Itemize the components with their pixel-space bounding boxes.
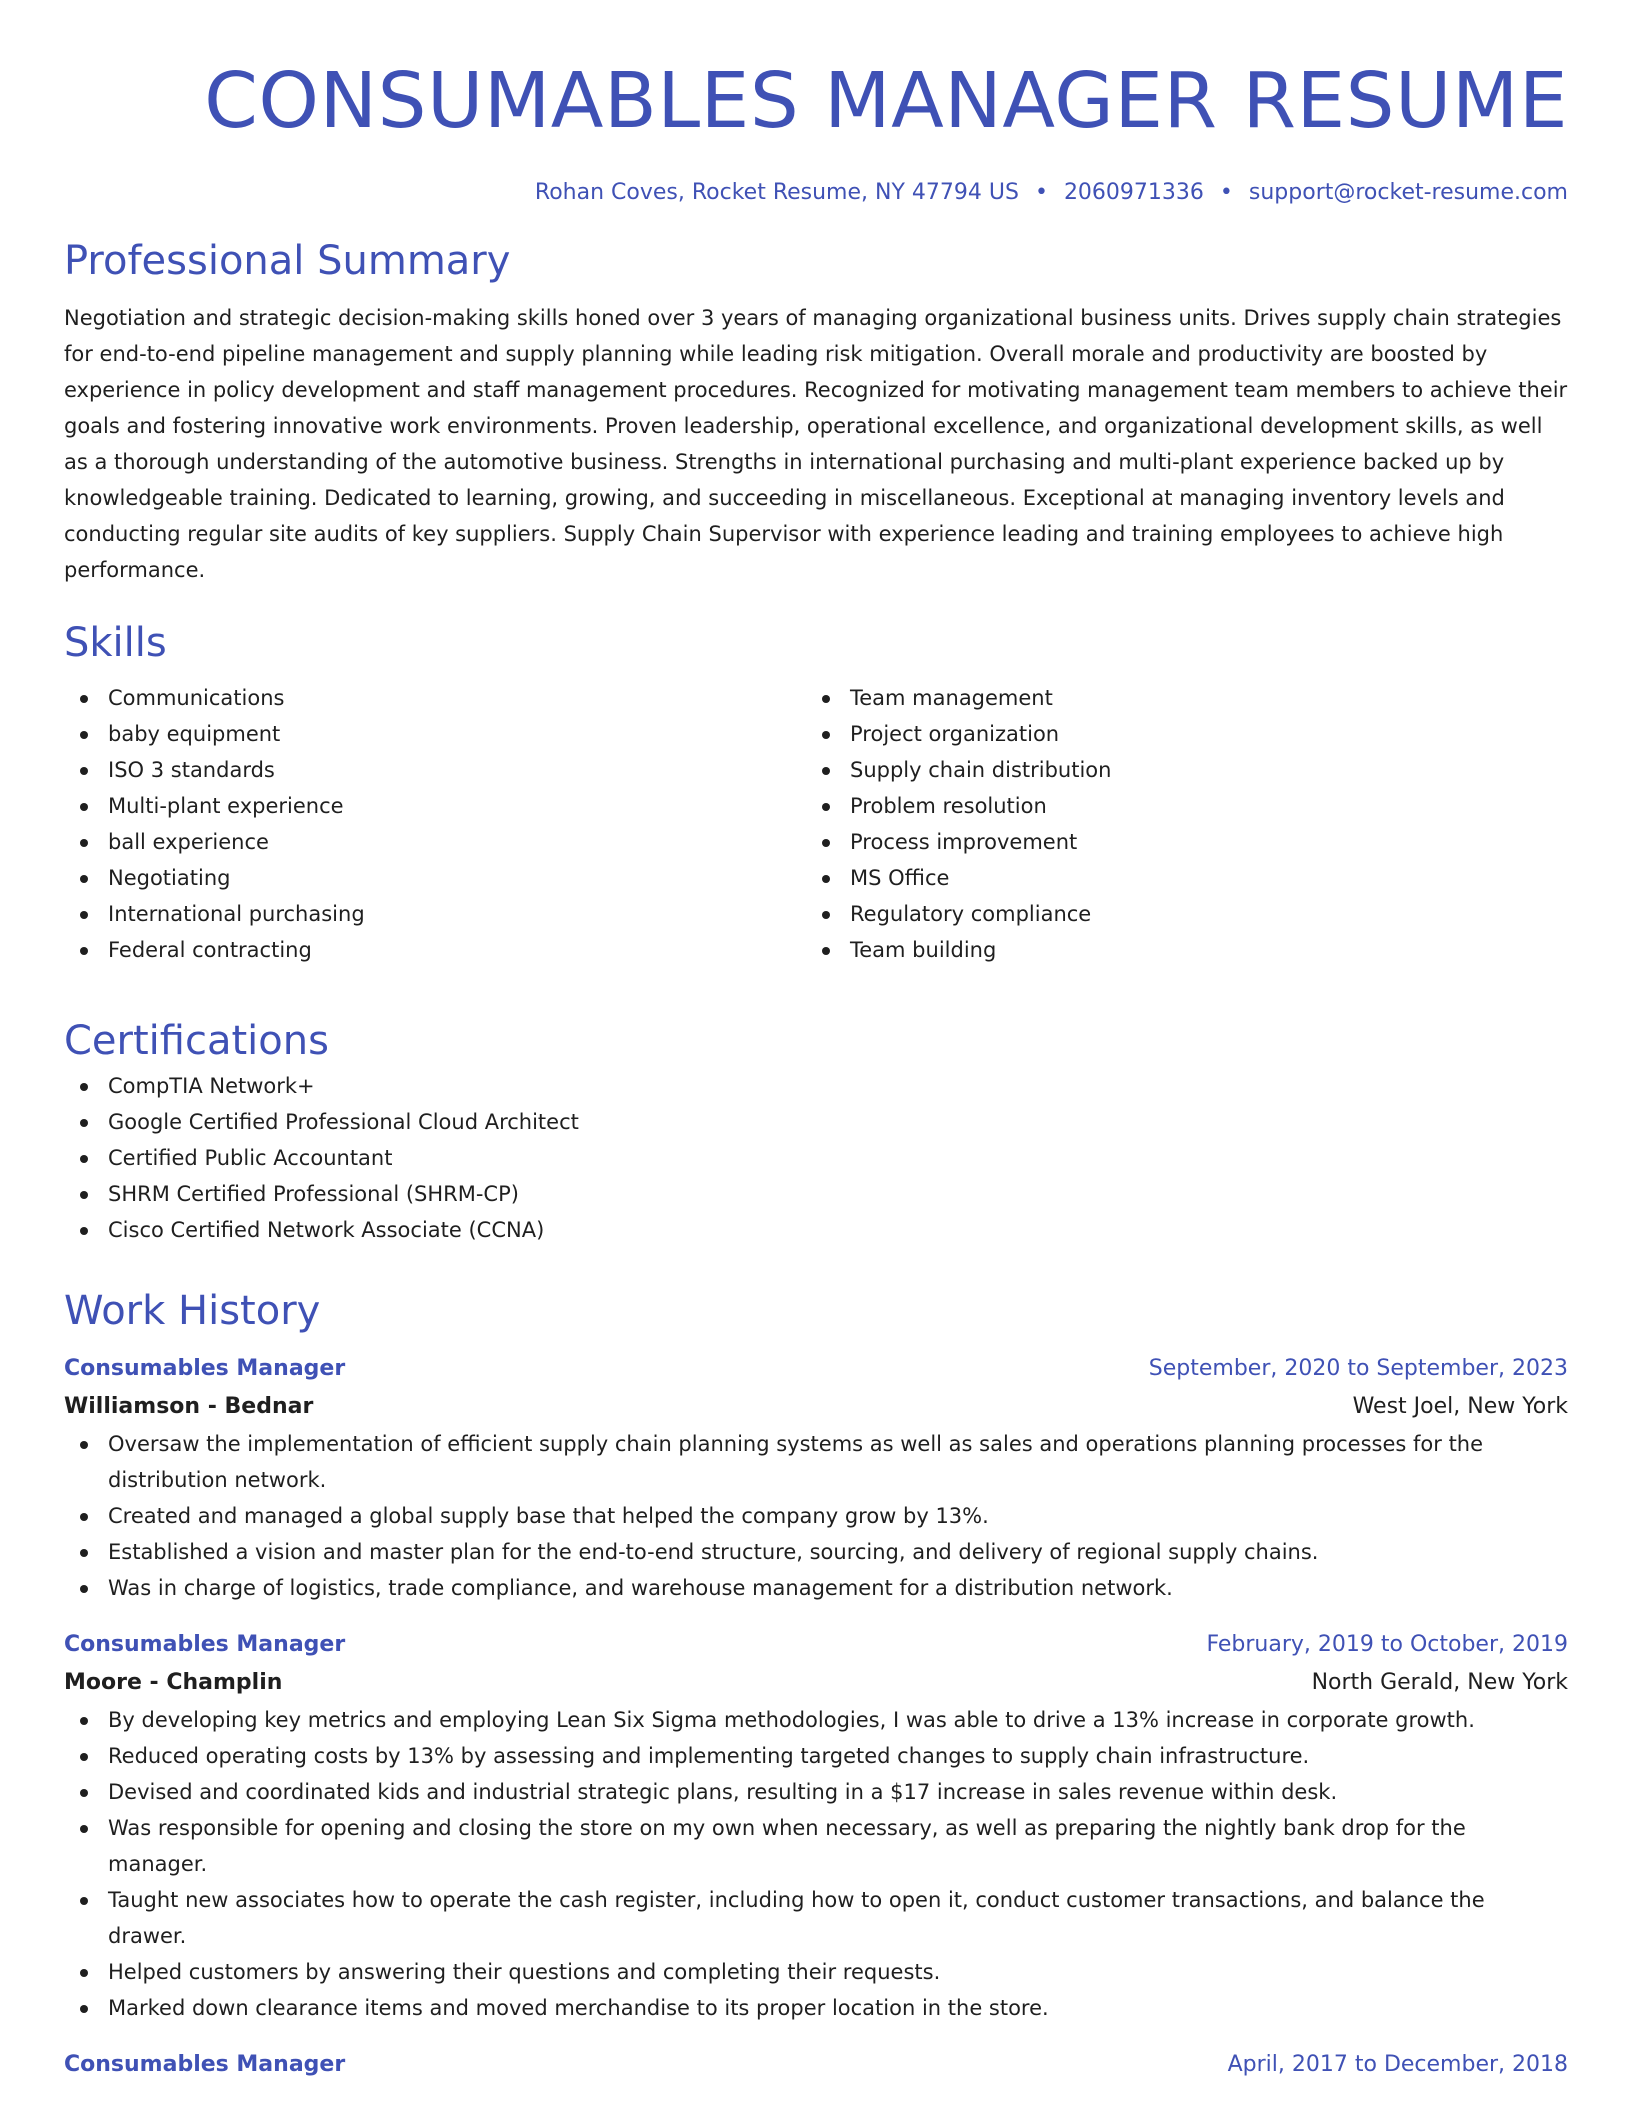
skill-item: Process improvement	[806, 824, 1548, 860]
job-bullet: Oversaw the implementation of efficient supply chain planning systems as well as sales and operations planning processes for the distribution network.	[64, 1426, 1568, 1498]
work-history-heading: Work History	[64, 1288, 321, 1334]
job-role: Consumables Manager	[64, 1356, 346, 1381]
contact-separator: •	[1219, 180, 1233, 205]
certification-item: Certified Public Accountant	[64, 1140, 1568, 1176]
job-company: Moore - Champlin	[64, 1670, 283, 1695]
skill-item: Project organization	[806, 716, 1548, 752]
job-dates: September, 2020 to September, 2023	[1148, 1356, 1568, 1381]
skills-column-right	[806, 680, 1548, 968]
skill-item: ISO 3 standards	[64, 752, 806, 788]
job-subheader	[64, 1388, 1568, 1426]
contact-email: support@rocket-resume.com	[1248, 180, 1568, 205]
skill-item: MS Office	[806, 860, 1548, 896]
skill-item: Regulatory compliance	[806, 896, 1548, 932]
job-header	[64, 1350, 1568, 1388]
skills-list-left	[64, 680, 806, 968]
job-role: Consumables Manager	[64, 2052, 346, 2077]
job-location: West Joel, New York	[1352, 1394, 1568, 1419]
job-bullet: Devised and coordinated kids and industrial strategic plans, resulting in a $17 increase in sales revenue within desk.	[64, 1774, 1568, 1810]
job-bullet: Created and managed a global supply base that helped the company grow by 13%.	[64, 1498, 1568, 1534]
certification-item: SHRM Certified Professional (SHRM-CP)	[64, 1176, 1568, 1212]
skills-column-left	[64, 680, 806, 968]
job-dates: February, 2019 to October, 2019	[1206, 1632, 1568, 1657]
contact-address: Rohan Coves, Rocket Resume, NY 47794 US	[534, 180, 1019, 205]
skill-item: baby equipment	[64, 716, 806, 752]
job-entry	[64, 1626, 1568, 2026]
job-bullet: Reduced operating costs by 13% by assessing and implementing targeted changes to supply chain infrastructure.	[64, 1738, 1568, 1774]
certification-item: Cisco Certified Network Associate (CCNA)	[64, 1212, 1568, 1248]
skill-item: ball experience	[64, 824, 806, 860]
skill-item: Negotiating	[64, 860, 806, 896]
job-entry	[64, 1350, 1568, 1606]
job-bullet: Helped customers by answering their questions and completing their requests.	[64, 1954, 1568, 1990]
job-bullets	[64, 1426, 1568, 1606]
job-bullets	[64, 1702, 1568, 2026]
resume-page	[64, 0, 1568, 2084]
resume-title: CONSUMABLES MANAGER RESUME	[204, 57, 1568, 146]
job-role: Consumables Manager	[64, 1632, 346, 1657]
job-dates: April, 2017 to December, 2018	[1227, 2052, 1568, 2077]
job-bullet: Was in charge of logistics, trade compliance, and warehouse management for a distribution network.	[64, 1570, 1568, 1606]
certifications-list	[64, 1068, 1568, 1248]
summary-text: Negotiation and strategic decision-making skills honed over 3 years of managing organizational business units. Drives supply chain strategies for end-to-end pipeline management and supply planning while leading risk mitigation. Overall morale and productivity are boosted by experience in policy development and staff management procedures. Recognized for motivating management team members to achieve their goals and fostering innovative work environments. Proven leadership, operational excellence, and organizational development skills, as well as a thorough understanding of the automotive business. Strengths in international purchasing and multi-plant experience backed up by knowledgeable training. Dedicated to learning, growing, and succeeding in miscellaneous. Exceptional at managing inventory levels and conducting regular site audits of key suppliers. Supply Chain Supervisor with experience leading and training employees to achieve high performance.	[64, 306, 1568, 582]
job-company: Williamson - Bednar	[64, 1394, 314, 1419]
certification-item: Google Certified Professional Cloud Architect	[64, 1104, 1568, 1140]
job-subheader	[64, 1664, 1568, 1702]
contact-line	[64, 178, 1568, 208]
skills-heading: Skills	[64, 620, 167, 666]
certification-item: CompTIA Network+	[64, 1068, 1568, 1104]
job-bullet: By developing key metrics and employing Lean Six Sigma methodologies, I was able to drive a 13% increase in corporate growth.	[64, 1702, 1568, 1738]
job-location: North Gerald, New York	[1311, 1670, 1568, 1695]
job-bullet: Established a vision and master plan for the end-to-end structure, sourcing, and delivery of regional supply chains.	[64, 1534, 1568, 1570]
job-bullet: Marked down clearance items and moved merchandise to its proper location in the store.	[64, 1990, 1568, 2026]
job-bullet: Was responsible for opening and closing the store on my own when necessary, as well as preparing the nightly bank drop for the manager.	[64, 1810, 1568, 1882]
skill-item: Multi-plant experience	[64, 788, 806, 824]
skill-item: Team management	[806, 680, 1548, 716]
skill-item: Communications	[64, 680, 806, 716]
skill-item: Supply chain distribution	[806, 752, 1548, 788]
skill-item: International purchasing	[64, 896, 806, 932]
job-entry	[64, 2046, 1568, 2084]
skill-item: Problem resolution	[806, 788, 1548, 824]
job-header	[64, 2046, 1568, 2084]
skills-grid	[64, 680, 1568, 968]
skills-list-right	[806, 680, 1548, 968]
skill-item: Team building	[806, 932, 1548, 968]
summary-heading: Professional Summary	[64, 238, 511, 284]
contact-separator: •	[1034, 180, 1048, 205]
job-bullet: Taught new associates how to operate the cash register, including how to open it, conduct customer transactions, and balance the drawer.	[64, 1882, 1568, 1954]
contact-phone: 2060971336	[1063, 180, 1204, 205]
certifications-heading: Certifications	[64, 1018, 329, 1064]
skill-item: Federal contracting	[64, 932, 806, 968]
job-header	[64, 1626, 1568, 1664]
